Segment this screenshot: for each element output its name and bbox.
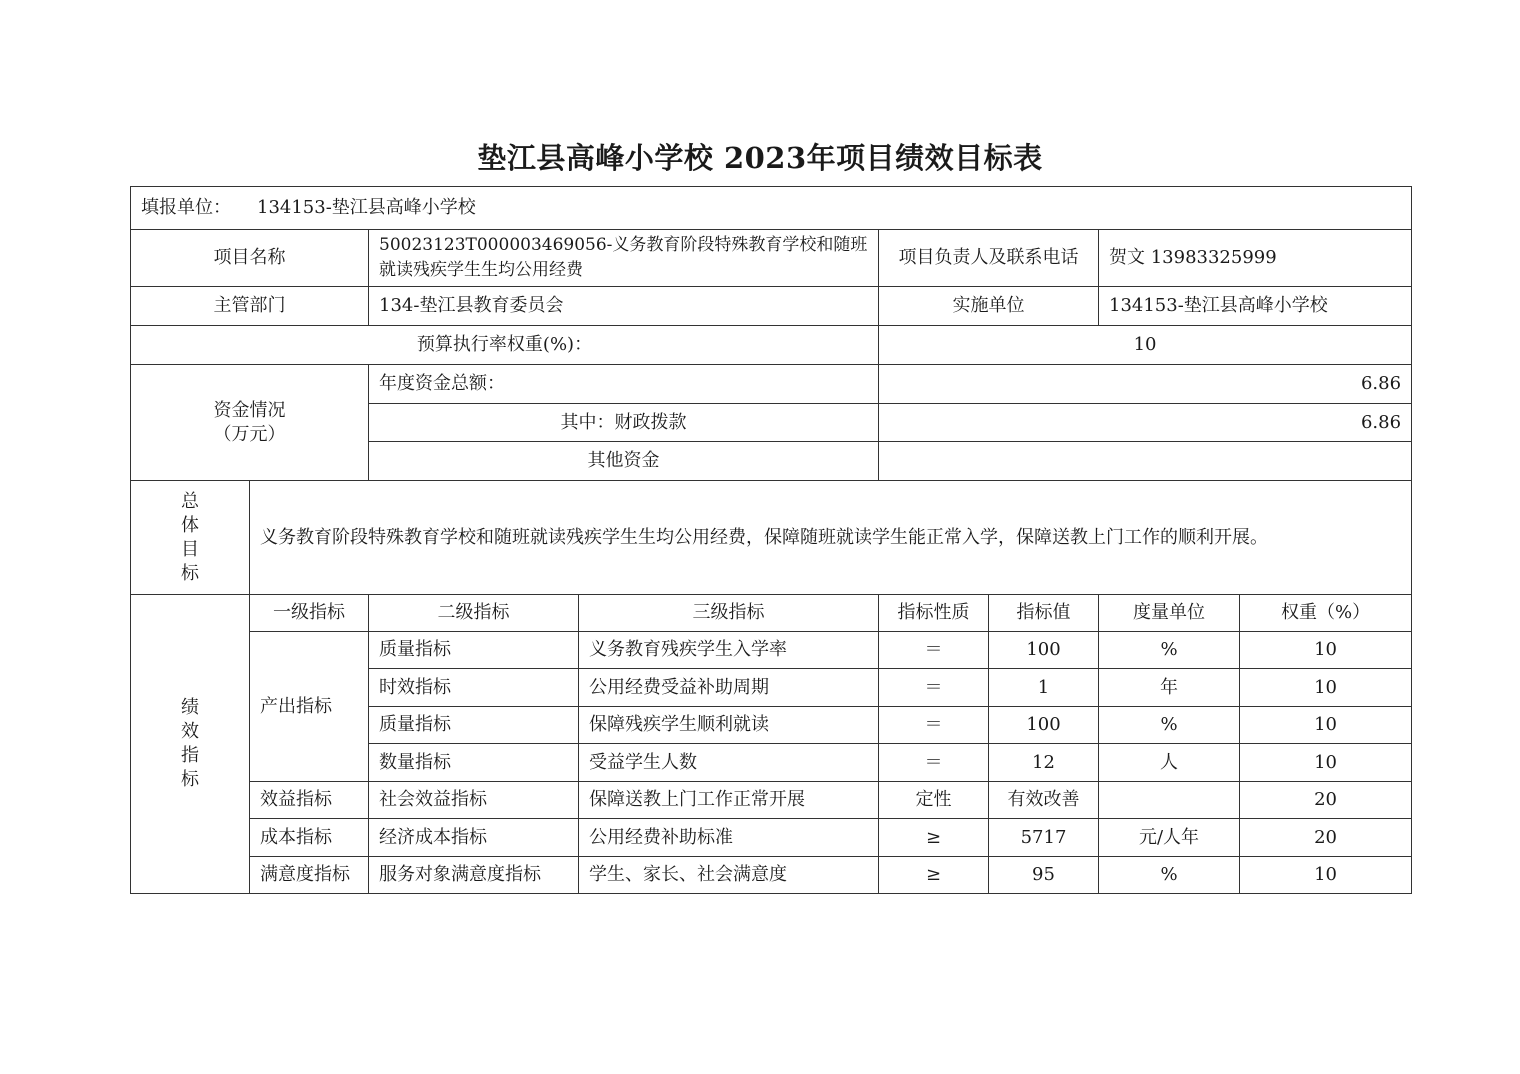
level2-cell: 社会效益指标 xyxy=(369,782,579,819)
project-name-label: 项目名称 xyxy=(131,230,369,287)
department-value: 134-垫江县教育委员会 xyxy=(369,287,879,326)
header-weight: 权重（%） xyxy=(1240,595,1412,632)
goal-label-char: 目 xyxy=(181,538,199,560)
value-cell: 5717 xyxy=(989,819,1099,857)
indicators-label-char: 效 xyxy=(181,721,199,742)
value-cell: 100 xyxy=(989,707,1099,744)
level1-cell: 成本指标 xyxy=(250,819,369,857)
unit-cell: % xyxy=(1099,707,1240,744)
table-row xyxy=(131,782,1412,819)
nature-cell: ＝ xyxy=(879,707,989,744)
goal-label-char: 体 xyxy=(181,514,199,536)
weight-cell: 10 xyxy=(1240,707,1412,744)
level3-cell: 保障残疾学生顺利就读 xyxy=(579,707,879,744)
level2-cell: 数量指标 xyxy=(369,744,579,782)
filler-cell xyxy=(131,187,1412,230)
filler-row xyxy=(131,187,1412,230)
weight-cell: 20 xyxy=(1240,782,1412,819)
level2-cell: 服务对象满意度指标 xyxy=(369,857,579,894)
nature-cell: ＝ xyxy=(879,669,989,707)
funds-total-row xyxy=(131,365,1412,404)
nature-cell: ≥ xyxy=(879,819,989,857)
value-cell: 1 xyxy=(989,669,1099,707)
level2-cell: 质量指标 xyxy=(369,707,579,744)
level2-cell: 质量指标 xyxy=(369,632,579,669)
budget-value: 10 xyxy=(879,326,1412,365)
funds-total-value: 6.86 xyxy=(879,365,1412,404)
indicators-label-char: 指 xyxy=(181,745,199,766)
filler-value: 134153-垫江县高峰小学校 xyxy=(257,197,476,218)
goal-text: 义务教育阶段特殊教育学校和随班就读残疾学生生均公用经费，保障随班就读学生能正常入学，保障送教上门工作的顺利开展。 xyxy=(250,481,1412,595)
header-unit: 度量单位 xyxy=(1099,595,1240,632)
funds-other-label: 其他资金 xyxy=(369,442,879,481)
funds-fiscal-value: 6.86 xyxy=(879,404,1412,442)
nature-cell: 定性 xyxy=(879,782,989,819)
level2-cell: 时效指标 xyxy=(369,669,579,707)
indicator-header-row xyxy=(131,595,1412,632)
goal-row xyxy=(131,481,1412,595)
impl-unit-label: 实施单位 xyxy=(879,287,1099,326)
value-cell: 95 xyxy=(989,857,1099,894)
level3-cell: 受益学生人数 xyxy=(579,744,879,782)
value-cell: 100 xyxy=(989,632,1099,669)
indicators-label-char: 标 xyxy=(181,769,199,790)
weight-cell: 10 xyxy=(1240,857,1412,894)
page-title: 垫江县高峰小学校 2023年项目绩效目标表 xyxy=(477,141,1043,175)
unit-cell: 人 xyxy=(1099,744,1240,782)
nature-cell: ＝ xyxy=(879,744,989,782)
header-level1: 一级指标 xyxy=(250,595,369,632)
budget-label: 预算执行率权重(%)： xyxy=(131,326,879,365)
indicators-label-char: 绩 xyxy=(181,697,199,718)
weight-cell: 20 xyxy=(1240,819,1412,857)
unit-cell xyxy=(1099,782,1240,819)
level3-cell: 保障送教上门工作正常开展 xyxy=(579,782,879,819)
funds-other-value xyxy=(879,442,1412,481)
weight-cell: 10 xyxy=(1240,669,1412,707)
level3-cell: 学生、家长、社会满意度 xyxy=(579,857,879,894)
funds-label-line2: （万元） xyxy=(213,423,286,445)
unit-cell: 年 xyxy=(1099,669,1240,707)
header-value: 指标值 xyxy=(989,595,1099,632)
funds-label xyxy=(131,365,369,481)
filler-label: 填报单位： xyxy=(141,197,231,218)
indicators-label xyxy=(131,595,250,894)
budget-row xyxy=(131,326,1412,365)
table-row xyxy=(131,857,1412,894)
header-nature: 指标性质 xyxy=(879,595,989,632)
value-cell: 有效改善 xyxy=(989,782,1099,819)
goal-label-char: 标 xyxy=(181,562,199,584)
output-indicator-label: 产出指标 xyxy=(250,632,369,782)
level1-cell: 效益指标 xyxy=(250,782,369,819)
weight-cell: 10 xyxy=(1240,744,1412,782)
weight-cell: 10 xyxy=(1240,632,1412,669)
level2-cell: 经济成本指标 xyxy=(369,819,579,857)
goal-label-char: 总 xyxy=(181,490,199,512)
level3-cell: 公用经费补助标准 xyxy=(579,819,879,857)
table-row xyxy=(131,819,1412,857)
impl-unit-value: 134153-垫江县高峰小学校 xyxy=(1099,287,1412,326)
level3-cell: 公用经费受益补助周期 xyxy=(579,669,879,707)
unit-cell: % xyxy=(1099,632,1240,669)
department-label: 主管部门 xyxy=(131,287,369,326)
nature-cell: ＝ xyxy=(879,632,989,669)
nature-cell: ≥ xyxy=(879,857,989,894)
project-row xyxy=(131,230,1412,287)
project-name-value: 50023123T000003469056-义务教育阶段特殊教育学校和随班就读残疾学生生均公用经费 xyxy=(369,230,879,287)
level3-cell: 义务教育残疾学生入学率 xyxy=(579,632,879,669)
level1-cell: 满意度指标 xyxy=(250,857,369,894)
header-level2: 二级指标 xyxy=(369,595,579,632)
performance-table xyxy=(130,186,1412,894)
unit-cell: 元/人年 xyxy=(1099,819,1240,857)
funds-fiscal-label: 其中：财政拨款 xyxy=(369,404,879,442)
contact-value: 贺文 13983325999 xyxy=(1099,230,1412,287)
contact-label: 项目负责人及联系电话 xyxy=(879,230,1099,287)
value-cell: 12 xyxy=(989,744,1099,782)
goal-label xyxy=(131,481,250,595)
unit-cell: % xyxy=(1099,857,1240,894)
table-row xyxy=(131,632,1412,669)
funds-label-line1: 资金情况 xyxy=(213,399,286,421)
funds-total-label: 年度资金总额： xyxy=(369,365,879,404)
department-row xyxy=(131,287,1412,326)
header-level3: 三级指标 xyxy=(579,595,879,632)
